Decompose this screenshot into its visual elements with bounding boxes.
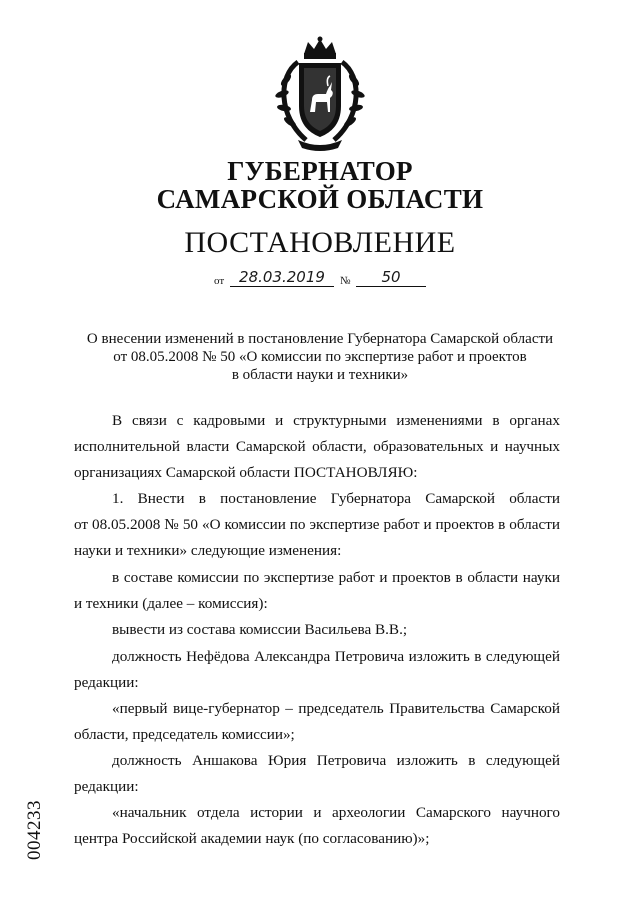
text-line: «первый вице-губернатор – председатель Правительства Самарской bbox=[112, 700, 560, 717]
text-line: «начальник отдела истории и археологии Самарского научного bbox=[112, 804, 560, 821]
number-label: № bbox=[340, 275, 351, 287]
serial-number: 004233 bbox=[24, 800, 45, 860]
text-line: исполнительной власти Самарской области, образовательных и научных bbox=[74, 438, 560, 455]
text-line: науки и техники» следующие изменения: bbox=[74, 542, 342, 559]
issuer-title-line-2: САМАРСКОЙ ОБЛАСТИ bbox=[156, 184, 484, 214]
text-line: вывести из состава комиссии Васильева В.В.; bbox=[112, 621, 408, 638]
position-change-paragraph bbox=[74, 748, 560, 800]
issuer-title-line-1: ГУБЕРНАТОР bbox=[227, 156, 413, 186]
coat-of-arms-emblem bbox=[268, 36, 372, 154]
text-line: центра Российской академии наук (по согласованию)»; bbox=[74, 830, 430, 847]
text-line: В связи с кадровыми и структурными изменениями в органах bbox=[112, 412, 560, 429]
text-line: редакции: bbox=[74, 778, 139, 795]
commission-composition-paragraph bbox=[74, 565, 560, 617]
text-line: организациях Самарской области ПОСТАНОВЛЯЮ: bbox=[74, 464, 418, 481]
subject-line: от 08.05.2008 № 50 «О комиссии по экспертизе работ и проектов bbox=[113, 349, 527, 365]
remove-member-paragraph bbox=[74, 617, 560, 643]
text-line: должность Аншакова Юрия Петровича изложить в следующей bbox=[112, 752, 560, 769]
text-line: должность Нефёдова Александра Петровича изложить в следующей bbox=[112, 648, 560, 665]
text-line: редакции: bbox=[74, 674, 139, 691]
date-from-label: от bbox=[214, 275, 225, 287]
document-type: ПОСТАНОВЛЕНИЕ bbox=[184, 226, 456, 259]
text-line: области, председатель комиссии»; bbox=[74, 726, 295, 743]
position-change-paragraph bbox=[74, 644, 560, 696]
document-subject bbox=[70, 330, 570, 384]
text-line: и техники (далее – комиссия): bbox=[74, 595, 268, 612]
text-line: 1. Внести в постановление Губернатора Самарской области bbox=[112, 490, 560, 507]
subject-line: в области науки и техники» bbox=[231, 367, 409, 383]
date-number-line bbox=[214, 268, 434, 290]
subject-line: О внесении изменений в постановление Губернатора Самарской области bbox=[86, 331, 554, 347]
text-line: от 08.05.2008 № 50 «О комиссии по экспертизе работ и проектов в области bbox=[74, 516, 560, 533]
item-1-paragraph bbox=[74, 486, 560, 564]
handwritten-number: 50 bbox=[356, 268, 426, 287]
text-line: в составе комиссии по экспертизе работ и проектов в области науки bbox=[112, 569, 560, 586]
handwritten-date: 28.03.2019 bbox=[230, 268, 334, 287]
new-position-paragraph bbox=[74, 800, 560, 852]
new-position-paragraph bbox=[74, 696, 560, 748]
preamble-paragraph bbox=[74, 408, 560, 486]
